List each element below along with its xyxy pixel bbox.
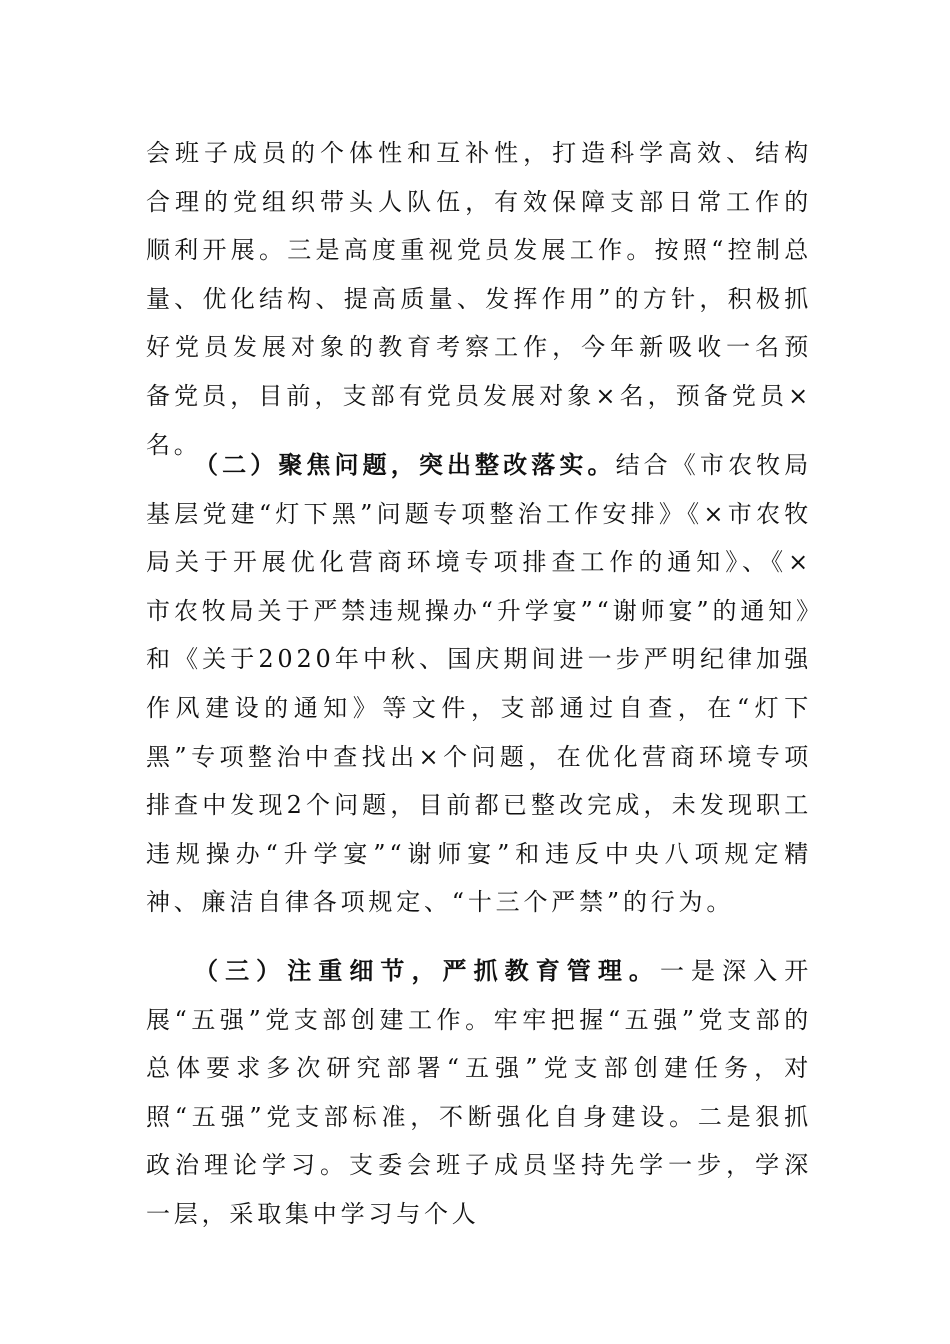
section-3-heading: （三）注重细节，严抓教育管理。 <box>194 957 660 985</box>
section-3-text: 一是深入开展“五强”党支部创建工作。牢牢把握“五强”党支部的总体要求多次研究部署“五强”党支部创建任务，对照“五强”党支部标准，不断强化自身建设。二是狠抓政治理论学习。支委会班子成员坚持先学一步，学深一层，采取集中学习与个人 <box>146 957 813 1228</box>
paragraph-continuation <box>146 129 812 469</box>
section-2-text: 结合《市农牧局基层党建“灯下黑”问题专项整治工作安排》《×市农牧局关于开展优化营商环境专项排查工作的通知》、《×市农牧局关于严禁违规操办“升学宴”“谢师宴”的通知》和《关于2020年中秋、国庆期间进一步严明纪律加强作风建设的通知》等文件，支部通过自查，在“灯下黑”专项整治中查找出×个问题，在优化营商环境专项排查中发现2个问题，目前都已整改完成，未发现职工违规操办“升学宴”“谢师宴”和违反中央八项规定精神、廉洁自律各项规定、“十三个严禁”的行为。 <box>146 451 813 917</box>
paragraph-1-text: 会班子成员的个体性和互补性，打造科学高效、结构合理的党组织带头人队伍，有效保障支部日常工作的顺利开展。三是高度重视党员发展工作。按照“控制总量、优化结构、提高质量、发挥作用”的方针，积极抓好党员发展对象的教育考察工作，今年新吸收一名预备党员，目前，支部有党员发展对象×名，预备党员×名。 <box>146 139 812 459</box>
paragraph-section-2 <box>146 441 812 927</box>
section-2-heading: （二）聚焦问题，突出整改落实。 <box>194 451 616 479</box>
paragraph-section-3 <box>146 947 812 1239</box>
